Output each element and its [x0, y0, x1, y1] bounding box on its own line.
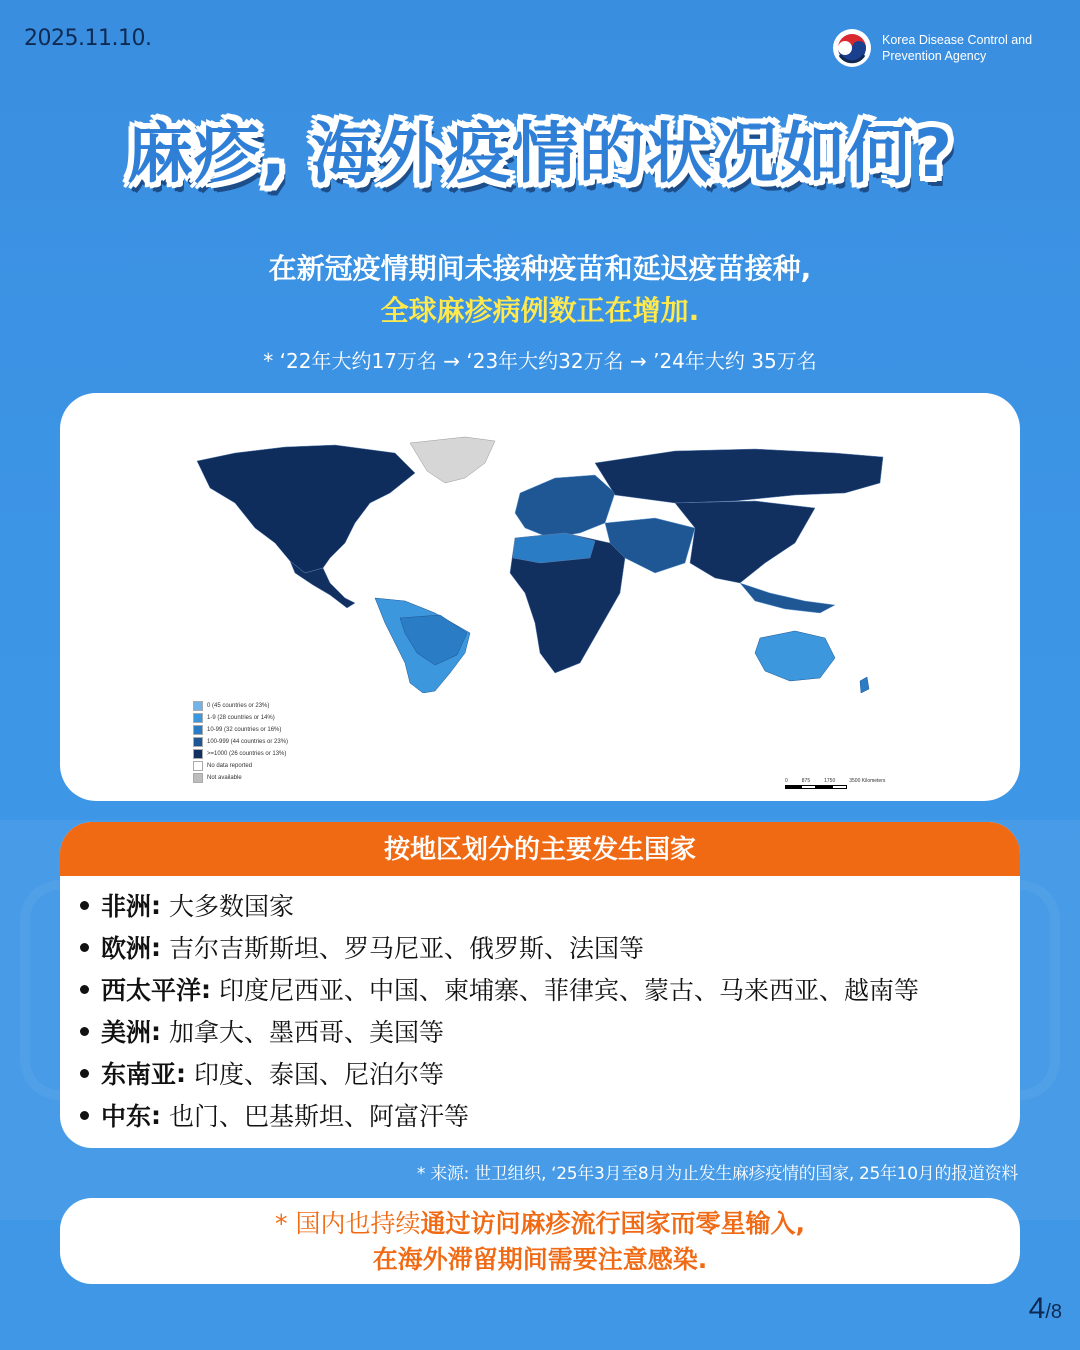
page-current: 4: [1028, 1292, 1046, 1325]
region-countries: 印度尼西亚、中国、柬埔寨、菲律宾、蒙古、马来西亚、越南等: [219, 976, 920, 1005]
case-trend-note: * ‘22年大约17万名 → ‘23年大约32万名 → ’24年大约 35万名: [263, 349, 817, 373]
legend-item: [193, 700, 288, 712]
bullet-icon: [80, 1069, 89, 1078]
scale-label: 3500 Kilometers: [849, 778, 886, 784]
subtitle-line2-highlight: 全球麻疹病例数正在增加.: [380, 294, 700, 327]
legend-swatch: [193, 737, 203, 747]
bullet-icon: [80, 901, 89, 910]
warning-card: [60, 1198, 1020, 1284]
bullet-icon: [80, 943, 89, 952]
bullet-icon: [80, 985, 89, 994]
legend-item: [193, 772, 288, 784]
legend-label: >=1000 (26 countries or 13%): [207, 751, 287, 757]
list-item: 东南亚 : 印度、泰国、尼泊尔等: [80, 1052, 1020, 1094]
map-scale-bar: [785, 778, 899, 789]
scale-label: 875: [801, 778, 811, 784]
legend-item: [193, 712, 288, 724]
post-date: 2025.11.10.: [24, 26, 152, 51]
legend-label: 10-99 (32 countries or 16%): [207, 727, 282, 733]
region-countries: 吉尔吉斯斯坦、罗马尼亚、俄罗斯、法国等: [169, 934, 645, 963]
list-item: 中东 : 也门、巴基斯坦、阿富汗等: [80, 1094, 1020, 1136]
warning-line2: 在海外滞留期间需要注意感染.: [372, 1245, 708, 1274]
world-measles-map: [195, 433, 885, 693]
scale-label: 0: [785, 778, 788, 784]
legend-swatch: [193, 749, 203, 759]
legend-swatch: [193, 713, 203, 723]
legend-swatch: [193, 725, 203, 735]
agency-name-line1: Korea Disease Control and: [882, 33, 1033, 47]
region-countries: 大多数国家: [169, 892, 295, 921]
scale-label: 1750: [824, 778, 836, 784]
regions-card: [60, 822, 1020, 1148]
list-item: 非洲 : 大多数国家: [80, 884, 1020, 926]
legend-swatch: [193, 761, 203, 771]
bullet-icon: [80, 1027, 89, 1036]
region-name: 东南亚: [101, 1060, 177, 1089]
agency-logo: [832, 28, 1062, 68]
legend-label: No data reported: [207, 763, 253, 769]
subtitle-line1: 在新冠疫情期间未接种疫苗和延迟疫苗接种,: [268, 252, 812, 285]
bullet-icon: [80, 1111, 89, 1120]
legend-item: [193, 736, 288, 748]
taegeuk-emblem-icon: [832, 28, 872, 68]
legend-label: 1-9 (28 countries or 14%): [207, 715, 275, 721]
regions-header: 按地区划分的主要发生国家: [60, 822, 1020, 876]
region-countries: 也门、巴基斯坦、阿富汗等: [169, 1102, 470, 1131]
list-item: 美洲 : 加拿大、墨西哥、美国等: [80, 1010, 1020, 1052]
legend-label: Not available: [207, 775, 242, 781]
map-north-africa: [513, 533, 595, 563]
warning-emphasis: 通过访问麻疹流行国家而零星输入,: [420, 1209, 805, 1238]
map-legend: [193, 700, 288, 784]
list-item: 西太平洋 : 印度尼西亚、中国、柬埔寨、菲律宾、蒙古、马来西亚、越南等: [80, 968, 1020, 1010]
legend-label: 100-999 (44 countries or 23%): [207, 739, 289, 745]
list-item: 欧洲 : 吉尔吉斯斯坦、罗马尼亚、俄罗斯、法国等: [80, 926, 1020, 968]
legend-label: 0 (45 countries or 23%): [207, 703, 270, 709]
legend-swatch: [193, 701, 203, 711]
agency-name-line2: Prevention Agency: [882, 49, 987, 63]
region-name: 非洲: [101, 892, 152, 921]
region-name: 中东: [101, 1102, 152, 1131]
source-note: * 来源: 世卫组织, ‘25年3月至8月为止发生麻疹疫情的国家, 25年10月的报道资料: [416, 1164, 1018, 1184]
regions-list: [60, 876, 1020, 1136]
region-name: 美洲: [101, 1018, 152, 1047]
world-map-card: [60, 393, 1020, 801]
legend-swatch: [193, 773, 203, 783]
region-countries: 加拿大、墨西哥、美国等: [169, 1018, 445, 1047]
region-name: 欧洲: [101, 934, 152, 963]
page-title: 麻疹, 海外疫情的状况如何?: [126, 115, 954, 192]
legend-item: [193, 748, 288, 760]
legend-item: [193, 760, 288, 772]
legend-item: [193, 724, 288, 736]
warning-prefix: * 国内也持续: [275, 1209, 421, 1238]
subtitle: [0, 248, 1080, 332]
region-name: 西太平洋: [101, 976, 202, 1005]
page-indicator: [1029, 1292, 1062, 1326]
page-total: /8: [1045, 1301, 1062, 1323]
region-countries: 印度、泰国、尼泊尔等: [194, 1060, 445, 1089]
